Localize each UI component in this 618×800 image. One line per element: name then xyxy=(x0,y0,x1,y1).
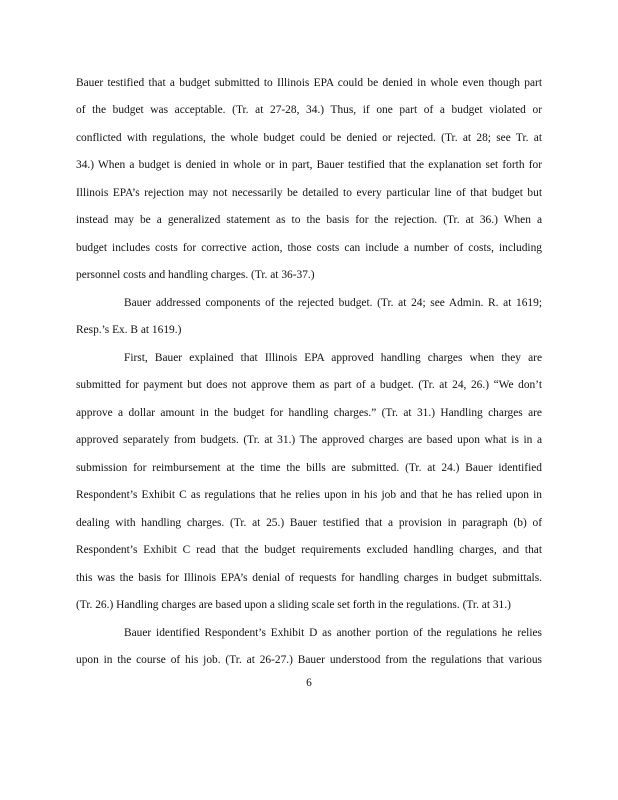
text-line: conflicted with regulations, the whole budget could be denied or rejected. (Tr. at 28; see Tr. at xyxy=(76,132,542,144)
text-line: of the budget was acceptable. (Tr. at 27-28, 34.) Thus, if one part of a budget violated or xyxy=(76,104,542,116)
text-line: approve a dollar amount in the budget for handling charges.” (Tr. at 31.) Handling charges are xyxy=(76,407,542,419)
text-line: instead may be a generalized statement as to the basis for the rejection. (Tr. at 36.) When a xyxy=(76,214,542,226)
text-line: this was the basis for Illinois EPA’s denial of requests for handling charges in budget submittals. xyxy=(76,572,542,584)
text-line: Resp.’s Ex. B at 1619.) xyxy=(76,324,182,336)
text-line: Respondent’s Exhibit C as regulations that he relies upon in his job and that he has relied upon in xyxy=(76,489,542,501)
text-line: dealing with handling charges. (Tr. at 25.) Bauer testified that a provision in paragraph (b) of xyxy=(76,517,542,529)
text-line: Bauer testified that a budget submitted to Illinois EPA could be denied in whole even though part xyxy=(76,77,542,89)
text-line: Bauer addressed components of the rejected budget. (Tr. at 24; see Admin. R. at 1619; xyxy=(124,297,542,309)
page-number: 6 xyxy=(306,677,312,689)
text-line: personnel costs and handling charges. (Tr. at 36-37.) xyxy=(76,269,315,281)
text-line: submission for reimbursement at the time the bills are submitted. (Tr. at 24.) Bauer identified xyxy=(76,462,542,474)
text-line: 34.) When a budget is denied in whole or in part, Bauer testified that the explanation set forth for xyxy=(76,159,542,171)
text-line: approved separately from budgets. (Tr. at 31.) The approved charges are based upon what is in a xyxy=(76,434,542,446)
text-line: First, Bauer explained that Illinois EPA approved handling charges when they are xyxy=(124,352,542,364)
text-line: Illinois EPA’s rejection may not necessarily be detailed to every particular line of that budget but xyxy=(76,187,542,199)
text-line: Respondent’s Exhibit C read that the budget requirements excluded handling charges, and that xyxy=(76,544,542,556)
text-line: submitted for payment but does not approve them as part of a budget. (Tr. at 24, 26.) “We don’t xyxy=(76,379,542,391)
text-line: Bauer identified Respondent’s Exhibit D as another portion of the regulations he relies xyxy=(124,627,542,639)
text-line: (Tr. 26.) Handling charges are based upon a sliding scale set forth in the regulations. (Tr. at 31.) xyxy=(76,599,511,611)
text-line: upon in the course of his job. (Tr. at 26-27.) Bauer understood from the regulations that various xyxy=(76,654,542,666)
text-line: budget includes costs for corrective action, those costs can include a number of costs, including xyxy=(76,242,542,254)
